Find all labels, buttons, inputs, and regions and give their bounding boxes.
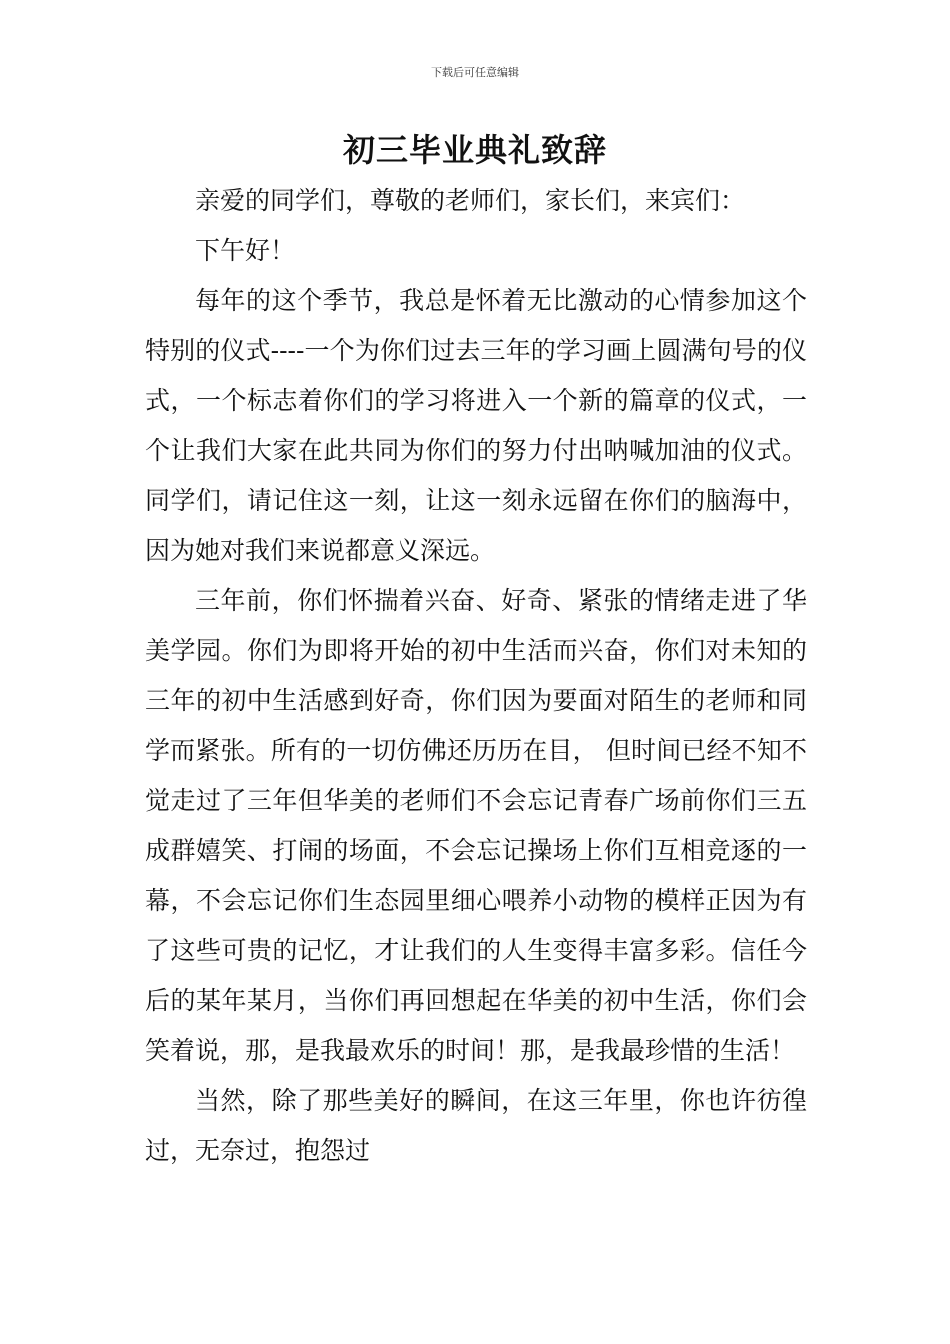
paragraph-reflection: 当然，除了那些美好的瞬间，在这三年里，你也许彷徨过，无奈过，抱怨过 bbox=[145, 1086, 807, 1165]
paragraph-greeting: 下午好！ bbox=[195, 236, 296, 265]
paragraph-memories: 三年前，你们怀揣着兴奋、好奇、紧张的情绪走进了华美学园。你们为即将开始的初中生活而兴奋，你们对未知的三年的初中生活感到好奇，你们因为要面对陌生的老师和同学而紧张。所有的一切仿佛还历历在目， 但时间已经不知不觉走过了三年但华美的老师们不会忘记青春广场前你们三五成群嬉笑、打闹的场面，不会忘记操场上你们互相竞逐的一幕，不会忘记你们生态园里细心喂养小动物的模样正因为有了这些可贵的记忆，才让我们的人生变得丰富多彩。信任今后的某年某月，当你们再回想起在华美的初中生活，你们会笑着说，那，是我最欢乐的时间！那，是我最珍惜的生活！ bbox=[145, 586, 807, 1065]
page-title: 初三毕业典礼致辞 bbox=[342, 131, 607, 169]
paragraph-salutation: 亲爱的同学们，尊敬的老师们，家长们，来宾们： bbox=[195, 186, 746, 215]
header-note: 下载后可任意编辑 bbox=[431, 66, 519, 79]
document-body bbox=[145, 176, 807, 1176]
paragraph-ceremony: 每年的这个季节，我总是怀着无比激动的心情参加这个特别的仪式----一个为你们过去三年的学习画上圆满句号的仪式，一个标志着你们的学习将进入一个新的篇章的仪式，一个让我们大家在此共同为你们的努力付出呐喊加油的仪式。同学们，请记住这一刻，让这一刻永远留在你们的脑海中，因为她对我们来说都意义深远。 bbox=[145, 286, 807, 565]
